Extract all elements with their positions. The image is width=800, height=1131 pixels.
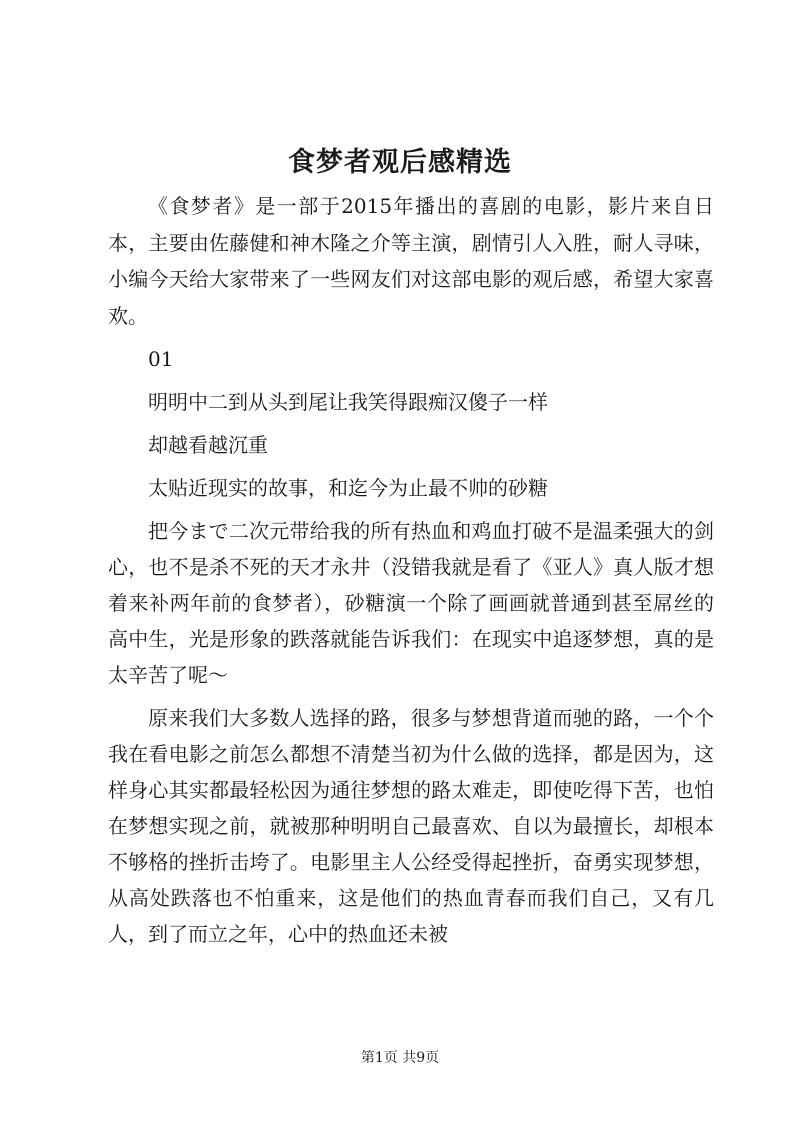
page-footer: 第1页 共9页: [360, 1050, 440, 1066]
paragraph-body-1: 把今まで二次元带给我的所有热血和鸡血打破不是温柔强大的剑心，也不是杀不死的天才永井（没错我就是看了《亚人》真人版才想着来补两年前的食梦者），砂糖演一个除了画画就普通到甚至屌丝的高中生，光是形象的跌落就能告诉我们：在现实中追逐梦想，真的是太辛苦了呢～: [108, 519, 714, 687]
paragraph-line-2: 却越看越沉重: [148, 433, 268, 457]
paragraph-line-1: 明明中二到从头到尾让我笑得跟痴汉傻子一样: [148, 390, 548, 414]
paragraph-line-3: 太贴近现实的故事，和迄今为止最不帅的砂糖: [148, 476, 548, 500]
document-body: [108, 188, 714, 952]
paragraph-section-number: 01: [148, 347, 174, 371]
paragraph-intro: 《食梦者》是一部于2015年播出的喜剧的电影，影片来自日本，主要由佐藤健和神木隆之介等主演，剧情引人入胜，耐人寻味，小编今天给大家带来了一些网友们对这部电影的观后感，希望大家喜欢。: [108, 194, 714, 328]
paragraph-body-2: 原来我们大多数人选择的路，很多与梦想背道而驰的路，一个个我在看电影之前怎么都想不清楚当初为什么做的选择，都是因为，这样身心其实都最轻松因为通往梦想的路太难走，即使吃得下苦，也怕在梦想实现之前，就被那种明明自己最喜欢、自以为最擅长，却根本不够格的挫折击垮了。电影里主人公经受得起挫折，奋勇实现梦想，从高处跌落也不怕重来，这是他们的热血青春而我们自己，又有几人，到了而立之年，心中的热血还未被: [108, 706, 714, 946]
document-title: 食梦者观后感精选: [288, 147, 512, 178]
